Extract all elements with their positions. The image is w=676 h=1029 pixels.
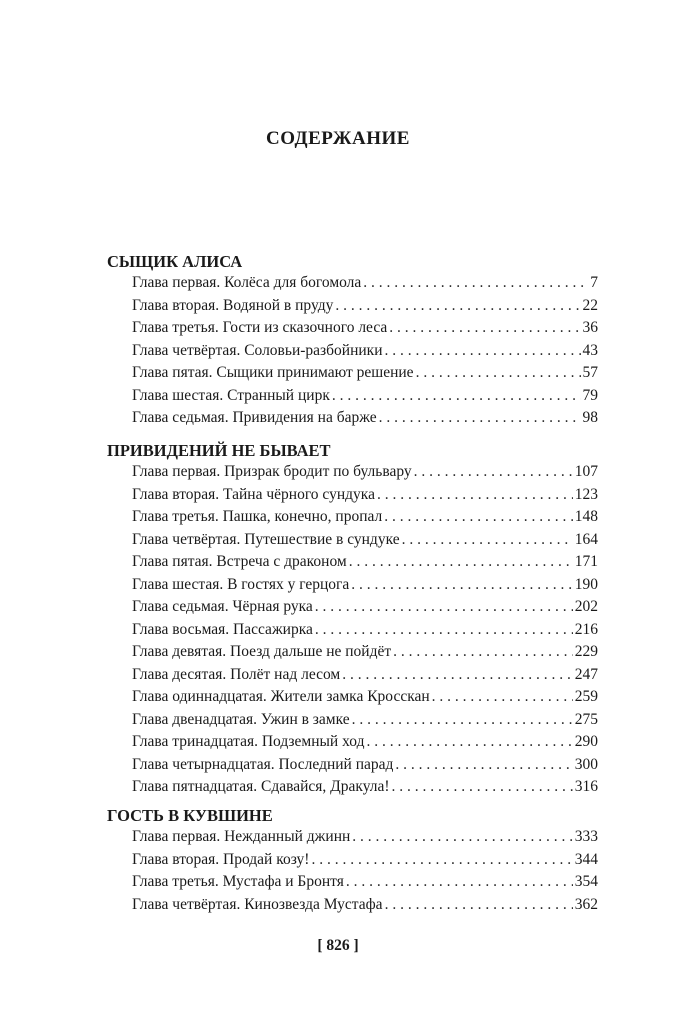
entry-title: Глава тринадцатая. Подземный ход [132,733,365,750]
entry-title: Глава пятнадцатая. Сдавайся, Дракула! [132,778,390,795]
entry-title: Глава первая. Призрак бродит по бульвару [132,463,412,480]
entry-title: Глава одиннадцатая. Жители замка Кросскан [132,688,430,705]
dot-leader [402,531,573,549]
dot-leader [432,688,573,706]
entry-page: 259 [574,688,598,705]
toc-entry[interactable] [132,364,598,387]
toc-entry[interactable] [132,486,598,509]
entry-title: Глава третья. Гости из сказочного леса [132,319,388,336]
section-entry-list [132,274,598,432]
toc-entry[interactable] [132,409,598,432]
toc-entry[interactable] [132,342,598,365]
dot-leader [342,666,573,684]
toc-entry[interactable] [132,621,598,644]
dot-leader [363,274,588,292]
toc-entry[interactable] [132,387,598,410]
entry-page: 247 [574,665,598,683]
toc-entry[interactable] [132,319,598,342]
entry-page: 57 [582,364,598,381]
entry-title: Глава пятая. Встреча с драконом [132,553,347,570]
entry-title: Глава шестая. Странный цирк [132,386,330,404]
dot-leader [377,486,573,504]
dot-leader [385,342,581,360]
entry-page: 300 [574,755,598,773]
dot-leader [332,387,581,405]
dot-leader [416,364,581,382]
entry-title: Глава шестая. В гостях у герцога [132,575,350,593]
entry-page: 148 [574,508,598,525]
entry-page: 344 [574,850,598,868]
entry-page: 36 [582,319,598,336]
toc-entry[interactable] [132,778,598,801]
entry-page: 22 [582,296,598,314]
entry-page: 202 [574,598,598,615]
entry-page: 290 [574,733,598,750]
dot-leader [352,828,572,846]
entry-page: 7 [590,274,598,291]
toc-entry[interactable] [132,274,598,297]
toc-entry[interactable] [132,576,598,599]
toc-entry[interactable] [132,643,598,666]
page-title: СОДЕРЖАНИЕ [266,128,410,149]
dot-leader [366,733,572,751]
entry-page: 171 [574,553,598,570]
toc-entry[interactable] [132,896,598,919]
entry-title: Глава пятая. Сыщики принимают решение [132,364,414,381]
dot-leader [384,508,573,526]
toc-entry[interactable] [132,598,598,621]
dot-leader [335,297,580,315]
entry-page: 43 [582,341,598,359]
entry-title: Глава вторая. Продай козу! [132,850,310,868]
dot-leader [349,553,573,571]
section-entry-list [132,828,598,918]
entry-title: Глава первая. Колёса для богомола [132,274,362,291]
entry-page: 79 [582,386,598,404]
section-title: ПРИВИДЕНИЙ НЕ БЫВАЕТ [107,441,331,460]
entry-title: Глава седьмая. Привидения на барже [132,409,377,426]
entry-title: Глава четвёртая. Кинозвезда Мустафа [132,895,383,913]
dot-leader [315,621,573,639]
entry-title: Глава двенадцатая. Ужин в замке [132,710,350,728]
entry-page: 107 [574,463,598,480]
entry-title: Глава первая. Нежданный джинн [132,828,351,845]
toc-entry[interactable] [132,711,598,734]
toc-entry[interactable] [132,756,598,779]
dot-leader [393,643,573,661]
entry-title: Глава десятая. Полёт над лесом [132,665,341,683]
entry-page: 229 [574,643,598,660]
entry-title: Глава седьмая. Чёрная рука [132,598,313,615]
dot-leader [414,463,573,481]
toc-entry[interactable] [132,463,598,486]
dot-leader [351,576,572,594]
toc-entry[interactable] [132,851,598,874]
entry-page: 190 [574,575,598,593]
toc-entry[interactable] [132,873,598,896]
entry-title: Глава четвёртая. Путешествие в сундуке [132,530,400,548]
entry-title: Глава третья. Мустафа и Бронтя [132,873,344,890]
entry-page: 354 [574,873,598,890]
entry-title: Глава четвёртая. Соловьи-разбойники [132,341,383,359]
entry-title: Глава четырнадцатая. Последний парад [132,755,394,773]
entry-title: Глава вторая. Тайна чёрного сундука [132,485,375,503]
section-title: СЫЩИК АЛИСА [107,252,243,271]
dot-leader [352,711,573,729]
entry-page: 98 [582,409,598,426]
entry-title: Глава девятая. Поезд дальше не пойдёт [132,643,392,660]
dot-leader [315,598,573,616]
toc-entry[interactable] [132,508,598,531]
entry-title: Глава третья. Пашка, конечно, пропал [132,508,383,525]
dot-leader [379,409,581,427]
entry-page: 316 [574,778,598,795]
toc-entry[interactable] [132,553,598,576]
toc-entry[interactable] [132,688,598,711]
entry-page: 123 [574,485,598,503]
entry-page: 164 [574,530,598,548]
page-number: [ 826 ] [317,937,359,954]
dot-leader [311,851,572,869]
section-title: ГОСТЬ В КУВШИНЕ [107,806,273,825]
entry-title: Глава вторая. Водяной в пруду [132,296,334,314]
entry-page: 275 [574,710,598,728]
dot-leader [389,319,580,337]
toc-entry[interactable] [132,297,598,320]
toc-entry[interactable] [132,828,598,851]
entry-page: 216 [574,620,598,638]
entry-page: 333 [574,828,598,845]
entry-page: 362 [574,895,598,913]
dot-leader [392,778,573,796]
dot-leader [395,756,572,774]
dot-leader [385,896,573,914]
dot-leader [346,873,573,891]
section-entry-list [132,463,598,801]
toc-entry[interactable] [132,531,598,554]
toc-entry[interactable] [132,733,598,756]
toc-entry[interactable] [132,666,598,689]
entry-title: Глава восьмая. Пассажирка [132,620,313,638]
